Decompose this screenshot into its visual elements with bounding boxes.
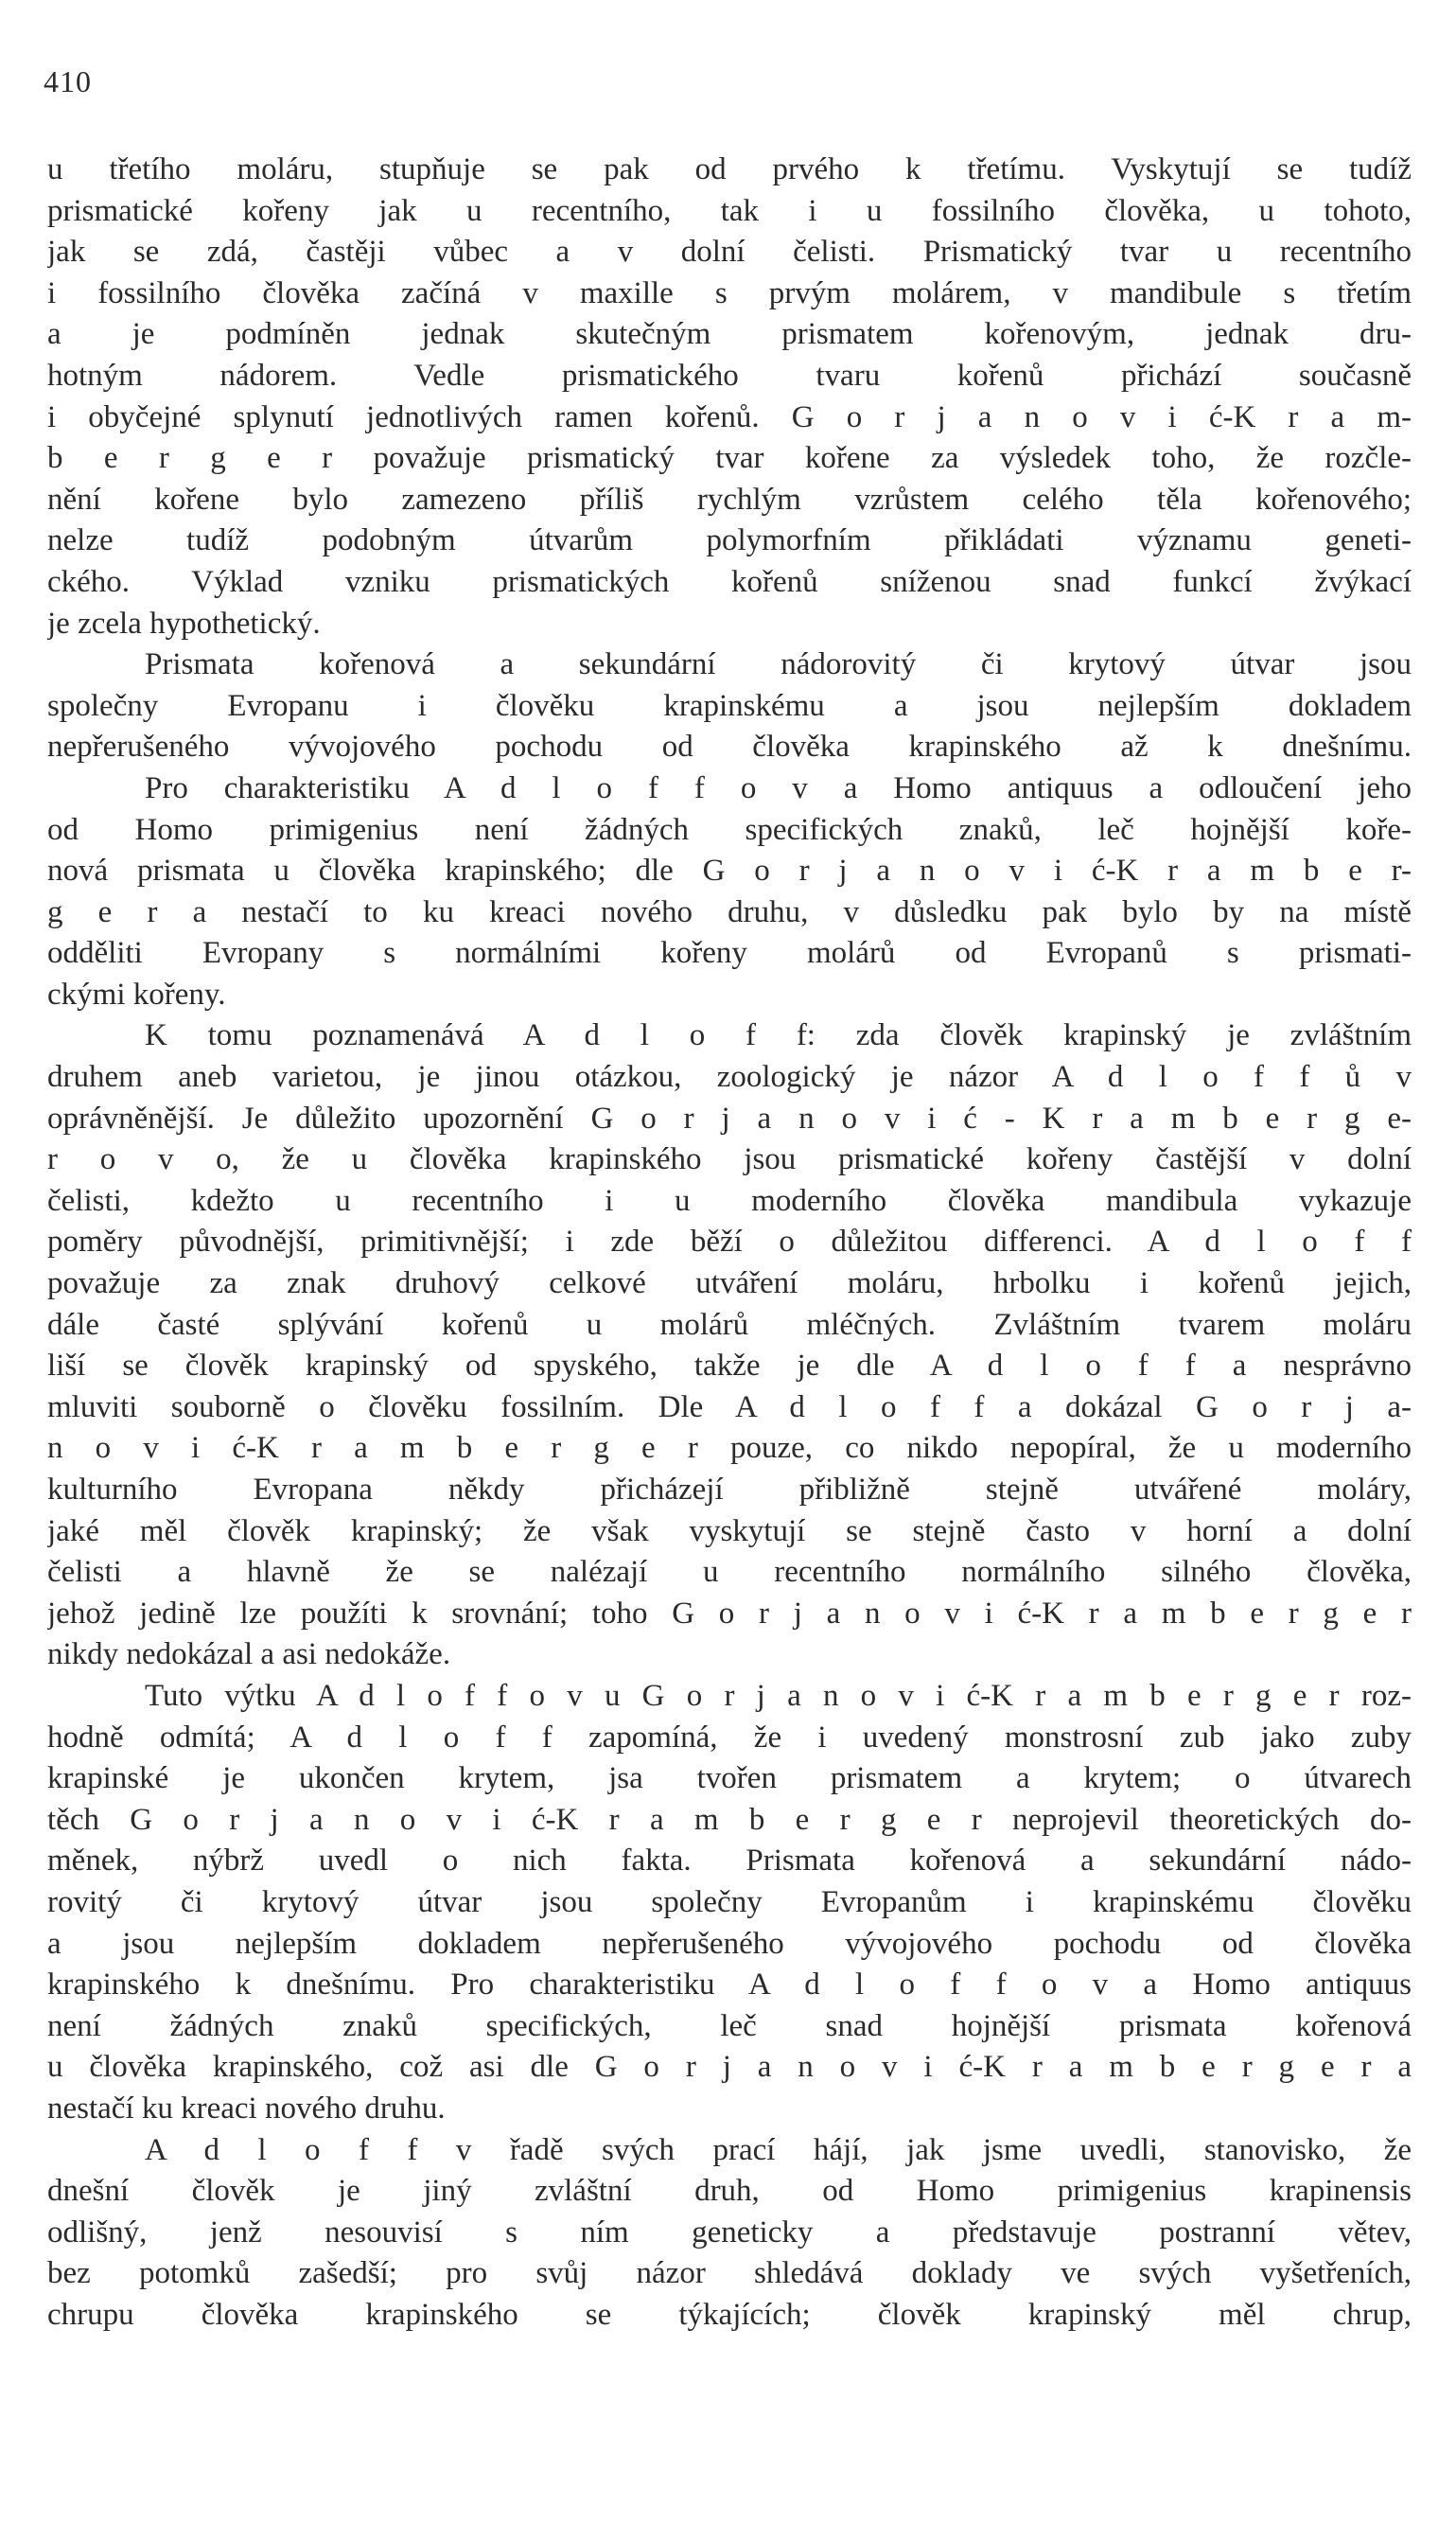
- text-line: Prismata kořenová a sekundární nádorovitý či krytový útvar jsou: [145, 647, 1412, 682]
- text-line: Pro charakteristiku A d l o f f o v a Homo antiquus a odloučení jeho: [145, 770, 1412, 805]
- text-line: ckého. Výklad vzniku prismatických kořenů sníženou snad funkcí žvýkací: [47, 564, 1412, 599]
- text-line: jak se zdá, častěji vůbec a v dolní čelisti. Prismatický tvar u recentního: [47, 235, 1412, 270]
- text-line: u člověka krapinského, což asi dle G o r j a n o v i ć-K r a m b e r g e r a: [47, 2050, 1412, 2085]
- text-line: nění kořene bylo zamezeno příliš rychlým vzrůstem celého těla kořenového;: [47, 482, 1412, 517]
- text-line: čelisti, kdežto u recentního i u moderního člověka mandibula vykazuje: [47, 1183, 1412, 1218]
- text-line: dnešní člověk je jiný zvláštní druh, od Homo primigenius krapinensis: [47, 2174, 1412, 2209]
- text-line: K tomu poznamenává A d l o f f: zda člověk krapinský je zvláštním: [145, 1018, 1412, 1053]
- text-line: nová prismata u člověka krapinského; dle G o r j a n o v i ć-K r a m b e r-: [47, 854, 1412, 889]
- text-line: ckými kořeny.: [47, 977, 226, 1012]
- text-line: Tuto výtku A d l o f f o v u G o r j a n o v i ć-K r a m b e r g e r roz-: [145, 1678, 1412, 1713]
- text-line: r o v o, že u člověka krapinského jsou prismatické kořeny častější v dolní: [47, 1142, 1412, 1177]
- text-line: b e r g e r považuje prismatický tvar kořene za výsledek toho, že rozčle-: [47, 441, 1412, 476]
- text-line: čelisti a hlavně že se nalézají u recentního normálního silného člověka,: [47, 1555, 1412, 1590]
- text-line: je zcela hypothetický.: [47, 606, 321, 641]
- text-line: dále časté splývání kořenů u molárů mléčných. Zvláštním tvarem moláru: [47, 1307, 1412, 1342]
- text-line: není žádných znaků specifických, leč snad hojnější prismata kořenová: [47, 2008, 1412, 2043]
- text-line: kulturního Evropana někdy přicházejí přibližně stejně utvářené moláry,: [47, 1473, 1412, 1507]
- text-line: bez potomků zašedší; pro svůj názor shledává doklady ve svých vyšetřeních,: [47, 2256, 1412, 2291]
- text-line: nelze tudíž podobným útvarům polymorfním přikládati významu geneti-: [47, 523, 1412, 558]
- text-line: nikdy nedokázal a asi nedokáže.: [47, 1637, 451, 1672]
- text-line: oprávněnější. Je důležito upozornění G o r j a n o v i ć - K r a m b e r g e-: [47, 1101, 1412, 1136]
- page-number: 410: [44, 64, 92, 98]
- text-line: nepřerušeného vývojového pochodu od člověka krapinského až k dnešnímu.: [47, 730, 1412, 765]
- text-line: hotným nádorem. Vedle prismatického tvaru kořenů přichází současně: [47, 358, 1412, 393]
- text-line: odděliti Evropany s normálními kořeny molárů od Evropanů s prismati-: [47, 936, 1412, 971]
- text-line: měnek, nýbrž uvedl o nich fakta. Prismata kořenová a sekundární nádo-: [47, 1844, 1412, 1879]
- text-line: nestačí ku kreaci nového druhu.: [47, 2091, 446, 2126]
- text-line: odlišný, jenž nesouvisí s ním geneticky a představuje postranní větev,: [47, 2215, 1412, 2250]
- text-line: těch G o r j a n o v i ć-K r a m b e r g e r neprojevil theoretických do-: [47, 1802, 1412, 1837]
- text-line: A d l o f f v řadě svých prací hájí, jak jsme uvedli, stanovisko, že: [145, 2132, 1412, 2167]
- text-line: g e r a nestačí to ku kreaci nového druhu, v důsledku pak bylo by na místě: [47, 894, 1412, 929]
- text-line: krapinské je ukončen krytem, jsa tvořen prismatem a krytem; o útvarech: [47, 1761, 1412, 1796]
- text-line: n o v i ć-K r a m b e r g e r pouze, co nikdo nepopíral, že u moderního: [47, 1431, 1412, 1466]
- text-line: prismatické kořeny jak u recentního, tak i u fossilního člověka, u tohoto,: [47, 193, 1412, 228]
- text-line: rovitý či krytový útvar jsou společny Evropanům i krapinskému člověku: [47, 1884, 1412, 1919]
- text-line: u třetího moláru, stupňuje se pak od prvého k třetímu. Vyskytují se tudíž: [47, 152, 1412, 186]
- body-text: [47, 150, 1412, 2336]
- text-line: jehož jedině lze použíti k srovnání; toho G o r j a n o v i ć-K r a m b e r g e r: [47, 1596, 1412, 1631]
- text-line: hodně odmítá; A d l o f f zapomíná, že i uvedený monstrosní zub jako zuby: [47, 1720, 1412, 1755]
- text-line: a jsou nejlepším dokladem nepřerušeného vývojového pochodu od člověka: [47, 1926, 1412, 1961]
- text-line: druhem aneb varietou, je jinou otázkou, zoologický je názor A d l o f f ů v: [47, 1060, 1412, 1095]
- text-line: krapinského k dnešnímu. Pro charakteristiku A d l o f f o v a Homo antiquus: [47, 1968, 1412, 2003]
- text-line: mluviti souborně o člověku fossilním. Dle A d l o f f a dokázal G o r j a-: [47, 1389, 1412, 1424]
- text-line: poměry původnější, primitivnější; i zde běží o důležitou differenci. A d l o f f: [47, 1225, 1412, 1260]
- text-line: chrupu člověka krapinského se týkajících; člověk krapinský měl chrup,: [47, 2297, 1412, 2332]
- text-line: považuje za znak druhový celkové utváření moláru, hrbolku i kořenů jejich,: [47, 1266, 1412, 1301]
- text-line: a je podmíněn jednak skutečným prismatem kořenovým, jednak dru-: [47, 317, 1412, 352]
- text-line: i obyčejné splynutí jednotlivých ramen kořenů. G o r j a n o v i ć-K r a m-: [47, 399, 1412, 434]
- text-line: jaké měl člověk krapinský; že však vyskytují se stejně často v horní a dolní: [47, 1513, 1412, 1548]
- text-line: liší se člověk krapinský od spyského, takže je dle A d l o f f a nesprávno: [47, 1349, 1412, 1384]
- text-line: společny Evropanu i člověku krapinskému a jsou nejlepším dokladem: [47, 688, 1412, 723]
- text-line: od Homo primigenius není žádných specifických znaků, leč hojnější koře-: [47, 812, 1412, 847]
- text-line: i fossilního člověka začíná v maxille s prvým molárem, v mandibule s třetím: [47, 275, 1412, 310]
